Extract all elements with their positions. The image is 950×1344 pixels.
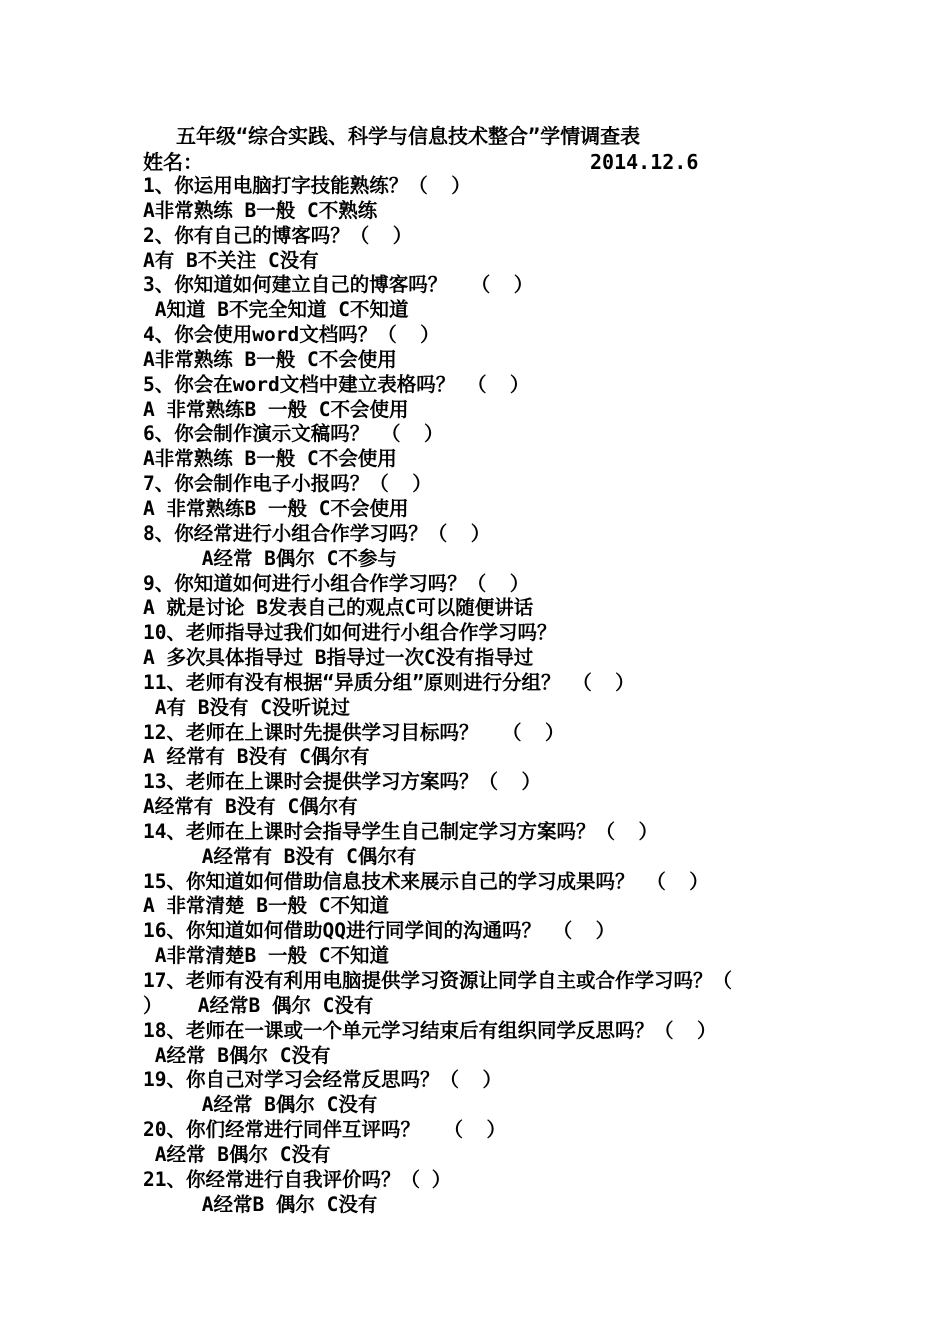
options-18: A经常 B偶尔 C没有: [143, 1043, 331, 1067]
options-4: A非常熟练 B一般 C不会使用: [143, 347, 397, 371]
question-3: 3、你知道如何建立自己的博客吗？ （ ）: [143, 273, 534, 297]
options-21: A经常B 偶尔 C没有: [143, 1192, 378, 1216]
options-15: A 非常清楚 B一般 C不知道: [143, 894, 389, 918]
question-17: 17、老师有没有利用电脑提供学习资源让同学自主或合作学习吗？（: [143, 969, 732, 992]
question-7: 7、你会制作电子小报吗？（ ）: [143, 472, 432, 496]
options-5: A 非常熟练B 一般 C不会使用: [143, 397, 409, 421]
options-2: A有 B不关注 C没有: [143, 248, 319, 272]
options-7: A 非常熟练B 一般 C不会使用: [143, 496, 409, 520]
options-20: A经常 B偶尔 C没有: [143, 1142, 331, 1166]
question-8: 8、你经常进行小组合作学习吗？（ ）: [143, 521, 491, 545]
options-16: A非常清楚B 一般 C不知道: [143, 944, 389, 968]
question-6: 6、你会制作演示文稿吗？ （ ）: [143, 422, 444, 446]
question-13: 13、老师在上课时会提供学习方案吗？（ ）: [143, 770, 541, 794]
question-9: 9、你知道如何进行小组合作学习吗？（ ）: [143, 571, 530, 595]
options-11: A有 B没有 C没听说过: [143, 695, 350, 719]
question-1: 1、你运用电脑打字技能熟练？（ ）: [143, 174, 471, 197]
options-19: A经常 B偶尔 C没有: [143, 1093, 378, 1117]
question-14: 14、老师在上课时会指导学生自己制定学习方案吗？（ ）: [143, 819, 658, 843]
question-10: 10、老师指导过我们如何进行小组合作学习吗？: [143, 621, 557, 645]
options-12: A 经常有 B没有 C偶尔有: [143, 745, 370, 769]
options-8: A经常 B偶尔 C不参与: [143, 546, 397, 570]
header-row: [143, 149, 703, 175]
question-12: 12、老师在上课时先提供学习目标吗？ （ ）: [143, 720, 565, 744]
question-list: [143, 174, 823, 1217]
options-1: A非常熟练 B一般 C不熟练: [143, 198, 378, 222]
question-5: 5、你会在word文档中建立表格吗？ （ ）: [143, 372, 530, 396]
question-2: 2、你有自己的博客吗？（ ）: [143, 223, 413, 247]
options-6: A非常熟练 B一般 C不会使用: [143, 447, 397, 471]
options-17: ） A经常B 偶尔 C没有: [143, 993, 374, 1017]
options-13: A经常有 B没有 C偶尔有: [143, 795, 358, 819]
question-20: 20、你们经常进行同伴互评吗？ （ ）: [143, 1118, 506, 1142]
question-19: 19、你自己对学习会经常反思吗？（ ）: [143, 1068, 502, 1092]
question-21: 21、你经常进行自我评价吗？（ ）: [143, 1167, 452, 1191]
question-11: 11、老师有没有根据“异质分组”原则进行分组？ （ ）: [143, 670, 635, 694]
question-4: 4、你会使用word文档吗？（ ）: [143, 323, 440, 347]
question-18: 18、老师在一课或一个单元学习结束后有组织同学反思吗？（ ）: [143, 1018, 717, 1042]
options-14: A经常有 B没有 C偶尔有: [143, 844, 417, 868]
name-label: 姓名：: [143, 150, 203, 174]
survey-date: 2014.12.6: [590, 150, 699, 174]
options-3: A知道 B不完全知道 C不知道: [143, 298, 409, 322]
question-16: 16、你知道如何借助QQ进行同学间的沟通吗？ （ ）: [143, 919, 616, 943]
question-15: 15、你知道如何借助信息技术来展示自己的学习成果吗？ （ ）: [143, 869, 709, 893]
options-9: A 就是讨论 B发表自己的观点C可以随便讲话: [143, 596, 534, 620]
document-title: 五年级“综合实践、科学与信息技术整合”学情调查表: [176, 124, 641, 148]
options-10: A 多次具体指导过 B指导过一次C没有指导过: [143, 646, 534, 670]
